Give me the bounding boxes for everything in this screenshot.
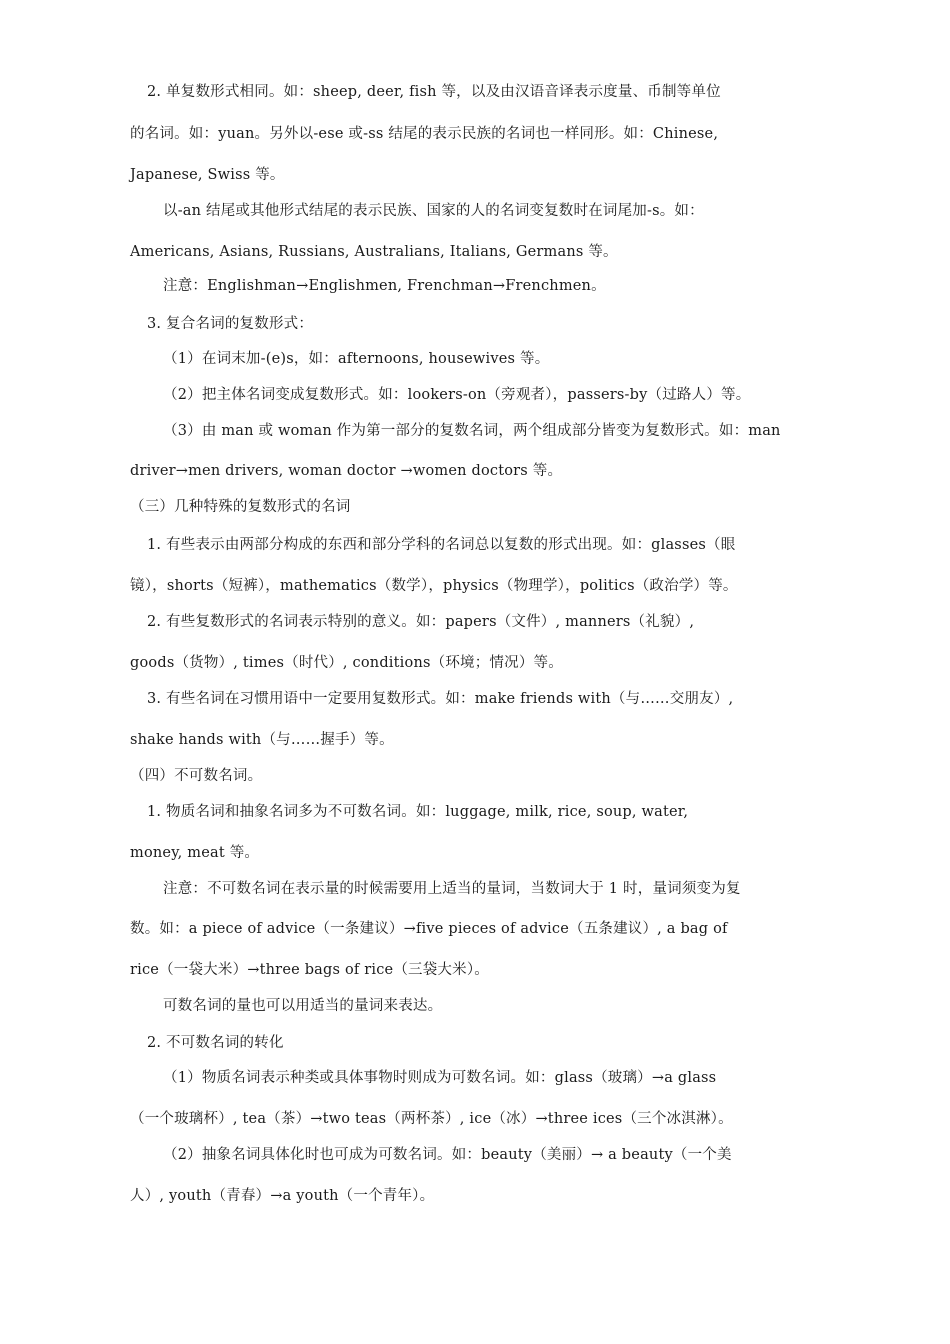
text-line: money, meat 等。 — [130, 845, 260, 861]
text-line: 的名词。如：yuan。另外以-ese 或-ss 结尾的表示民族的名词也一样同形。如：Chinese, — [130, 126, 719, 142]
text-line: 注意：不可数名词在表示量的时候需要用上适当的量词，当数词大于 1 时，量词须变为复 — [163, 881, 741, 897]
text-line: rice（一袋大米）→three bags of rice（三袋大米）。 — [130, 962, 489, 978]
text-line: 3. 有些名词在习惯用语中一定要用复数形式。如：make friends with（与……交朋友）, — [147, 691, 734, 707]
text-line: goods（货物）, times（时代）, conditions（环境；情况）等。 — [130, 655, 563, 671]
section-heading: 2. 不可数名词的转化 — [147, 1035, 284, 1051]
text-line: 2. 有些复数形式的名词表示特别的意义。如：papers（文件）, manners（礼貌）, — [147, 614, 695, 630]
text-line: Japanese, Swiss 等。 — [130, 167, 285, 183]
text-line: 1. 物质名词和抽象名词多为不可数名词。如：luggage, milk, rice, soup, water, — [147, 804, 689, 820]
text-line: 注意：Englishman→Englishmen, Frenchman→Frenchmen。 — [163, 278, 606, 294]
text-line: 数。如：a piece of advice（一条建议）→five pieces of advice（五条建议）, a bag of — [130, 921, 728, 937]
section-heading: 3. 复合名词的复数形式： — [147, 316, 314, 332]
text-line: （一个玻璃杯）, tea（茶）→two teas（两杯茶）, ice（冰）→three ices（三个冰淇淋）。 — [130, 1111, 733, 1127]
text-line: （1）在词末加-(e)s，如：afternoons, housewives 等。 — [163, 351, 550, 367]
text-line: Americans, Asians, Russians, Australians, Italians, Germans 等。 — [130, 244, 618, 260]
text-line: 人）, youth（青春）→a youth（一个青年）。 — [130, 1188, 435, 1204]
text-line: 镜），shorts（短裤），mathematics（数学），physics（物理学），politics（政治学）等。 — [130, 578, 738, 594]
text-line: 1. 有些表示由两部分构成的东西和部分学科的名词总以复数的形式出现。如：glasses（眼 — [147, 537, 736, 553]
section-heading: （四）不可数名词。 — [130, 768, 263, 784]
text-line: （2）抽象名词具体化时也可成为可数名词。如：beauty（美丽）→ a beauty（一个美 — [163, 1147, 732, 1163]
text-line: 以-an 结尾或其他形式结尾的表示民族、国家的人的名词变复数时在词尾加-s。如： — [163, 203, 704, 219]
text-line: driver→men drivers, woman doctor →women doctors 等。 — [130, 463, 563, 479]
text-line: （3）由 man 或 woman 作为第一部分的复数名词，两个组成部分皆变为复数形式。如：man — [163, 423, 781, 439]
text-line: 可数名词的量也可以用适当的量词来表达。 — [163, 998, 443, 1014]
text-line: shake hands with（与……握手）等。 — [130, 732, 394, 748]
section-heading: （三）几种特殊的复数形式的名词 — [130, 499, 351, 515]
text-line: （2）把主体名词变成复数形式。如：lookers-on（旁观者），passers-by（过路人）等。 — [163, 387, 751, 403]
text-line: （1）物质名词表示种类或具体事物时则成为可数名词。如：glass（玻璃）→a glass — [163, 1070, 717, 1086]
text-line: 2. 单复数形式相同。如：sheep, deer, fish 等，以及由汉语音译表示度量、币制等单位 — [147, 84, 721, 100]
